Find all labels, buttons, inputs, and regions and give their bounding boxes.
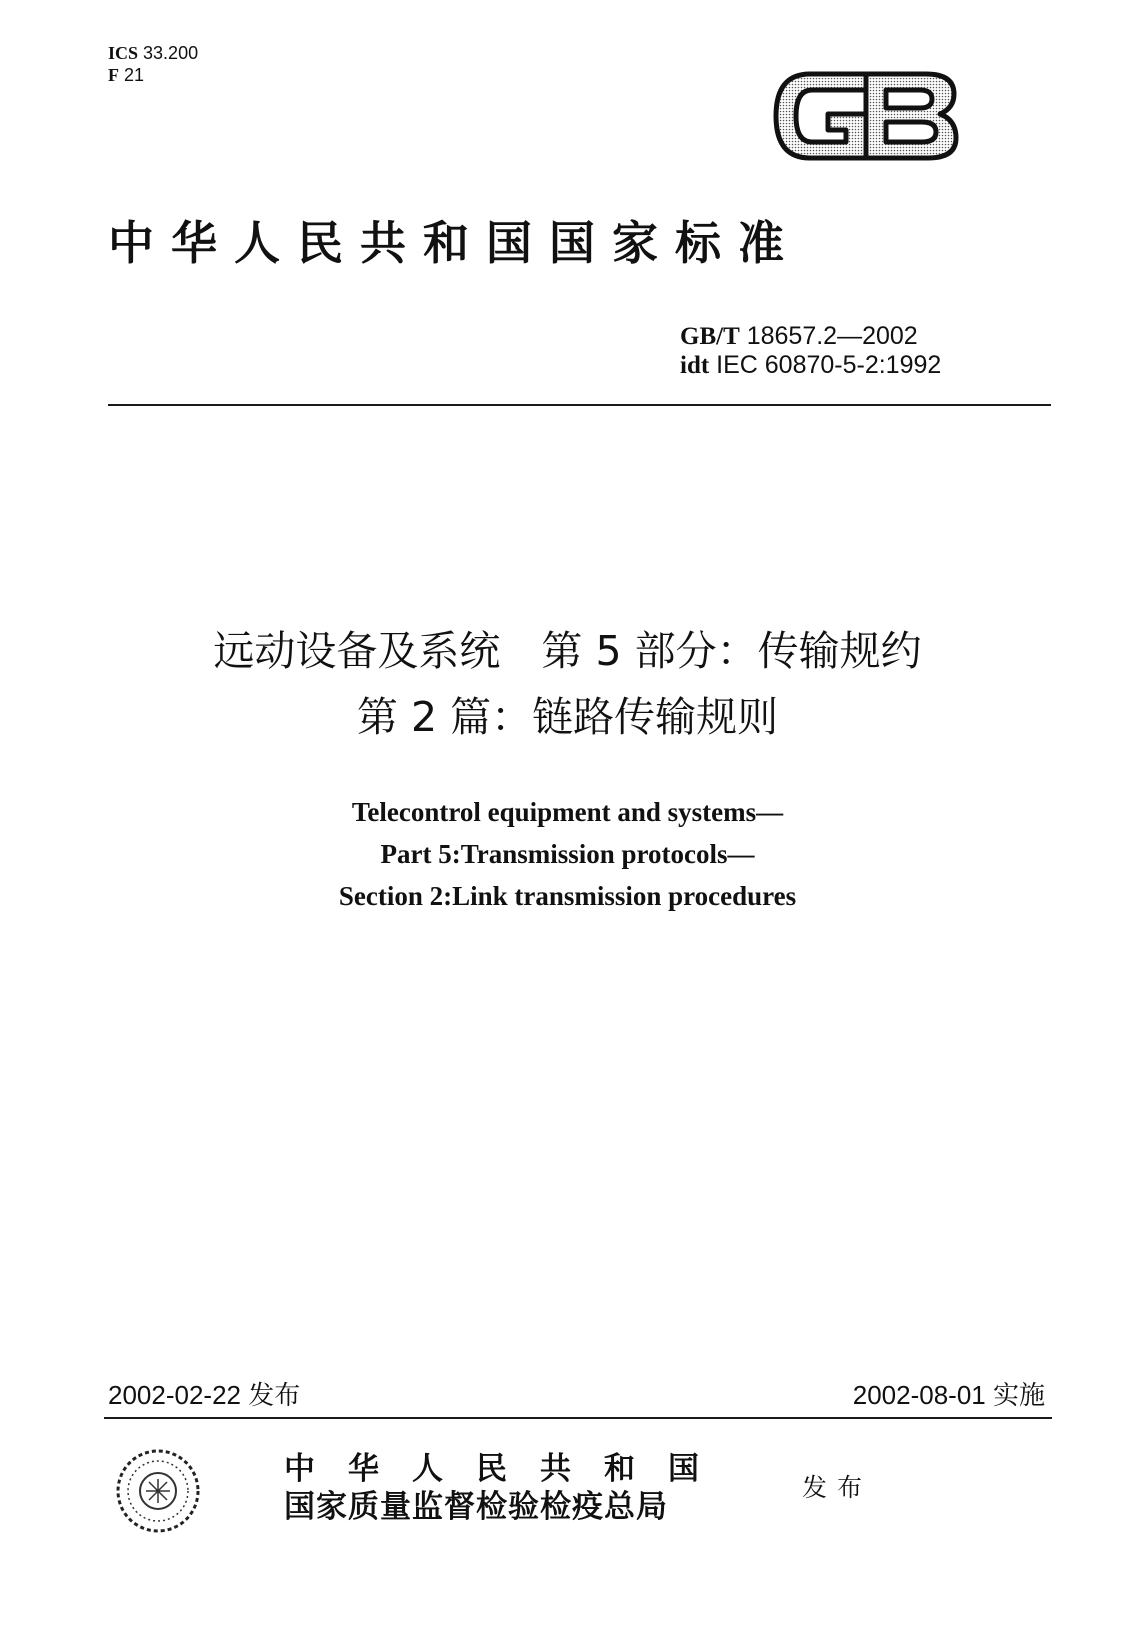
title-en-line1: Telecontrol equipment and systems— xyxy=(351,797,784,827)
title-cn-line1: 远动设备及系统 第 5 部分：传输规约 xyxy=(213,627,922,675)
issuer-country: 中华人民共和国 xyxy=(284,1451,732,1487)
bottom-divider xyxy=(104,1417,1052,1419)
implementation-date: 2002-08-01 实施 xyxy=(852,1380,1045,1410)
title-en-line2: Part 5:Transmission protocols— xyxy=(380,839,755,869)
classification-codes xyxy=(108,42,198,86)
national-standard-title: 中华人民共和国国家标准 xyxy=(108,216,801,270)
ics-code: ICS 33.200 xyxy=(108,43,199,63)
issue-date: 2002-02-22 发布 xyxy=(108,1380,301,1410)
title-cn-line2: 第 2 篇：链路传输规则 xyxy=(356,693,779,741)
ccs-code: F 21 xyxy=(108,65,145,85)
seal-icon xyxy=(112,1445,204,1537)
issuer-agency: 国家质量监督检验检疫总局 xyxy=(284,1489,668,1525)
gb-logo-icon xyxy=(770,62,962,170)
gb-number: GB/T 18657.2—2002 xyxy=(680,322,918,350)
publish-label: 发布 xyxy=(802,1473,873,1502)
top-divider xyxy=(108,404,1051,406)
idt-reference: idt IEC 60870-5-2:1992 xyxy=(680,351,942,379)
standard-number xyxy=(680,322,980,380)
title-en-line3: Section 2:Link transmission procedures xyxy=(338,881,797,911)
